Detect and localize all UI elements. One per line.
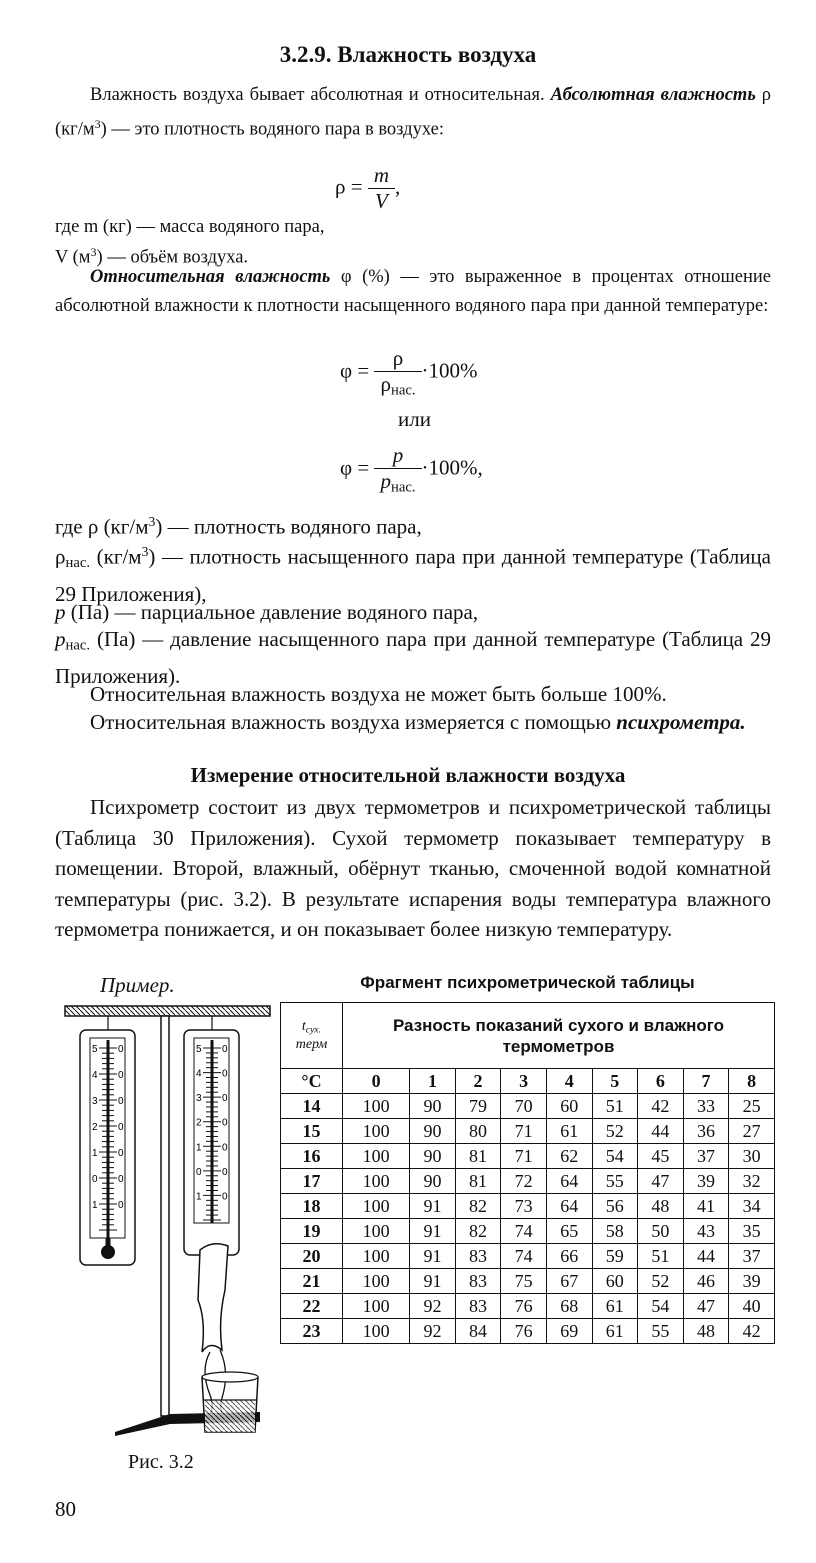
humidity-cell: 75 — [501, 1269, 547, 1294]
humidity-cell: 52 — [638, 1269, 684, 1294]
humidity-cell: 100 — [343, 1094, 410, 1119]
psychrometric-table — [280, 1002, 775, 1344]
humidity-cell: 55 — [592, 1169, 638, 1194]
scale-label: 3 — [92, 1096, 98, 1107]
dry-temp-cell: 21 — [281, 1269, 343, 1294]
humidity-cell: 55 — [638, 1319, 684, 1344]
table-row — [281, 1144, 775, 1169]
dry-temp-cell: 20 — [281, 1244, 343, 1269]
humidity-cell: 74 — [501, 1219, 547, 1244]
dry-temp-cell: 17 — [281, 1169, 343, 1194]
humidity-cell: 100 — [343, 1244, 410, 1269]
scale-label: 0 — [118, 1122, 124, 1133]
table-row — [281, 1194, 775, 1219]
table-row — [281, 1094, 775, 1119]
humidity-cell: 67 — [546, 1269, 592, 1294]
humidity-cell: 91 — [410, 1194, 456, 1219]
humidity-cell: 76 — [501, 1294, 547, 1319]
table-row — [281, 1119, 775, 1144]
humidity-cell: 32 — [729, 1169, 775, 1194]
example-label: Пример. — [100, 973, 175, 997]
humidity-cell: 47 — [638, 1169, 684, 1194]
humidity-cell: 71 — [501, 1144, 547, 1169]
water-glass — [202, 1372, 258, 1432]
humidity-cell: 58 — [592, 1219, 638, 1244]
scale-label: 0 — [118, 1200, 124, 1211]
humidity-cell: 91 — [410, 1219, 456, 1244]
scale-label: 0 — [196, 1166, 202, 1178]
dry-temp-cell: 15 — [281, 1119, 343, 1144]
subsection-title: Измерение относительной влажности воздуха — [190, 763, 626, 787]
humidity-cell: 45 — [638, 1144, 684, 1169]
scale-label: 0 — [92, 1174, 98, 1185]
difference-header: Разность показаний сухого и влажного термометров — [343, 1003, 775, 1069]
scale-label: 3 — [196, 1093, 202, 1105]
humidity-cell: 60 — [546, 1094, 592, 1119]
fraction-p-over-p-sat: $\frac{p}{p_{нас.}}$ — [374, 443, 421, 497]
humidity-cell: 44 — [683, 1244, 729, 1269]
scale-label: 0 — [222, 1044, 228, 1055]
scale-label: 5 — [196, 1044, 202, 1055]
stand-pole — [161, 1016, 169, 1416]
scale-label: 4 — [196, 1068, 202, 1080]
humidity-cell: 73 — [501, 1194, 547, 1219]
humidity-cell: 40 — [729, 1294, 775, 1319]
humidity-cell: 61 — [592, 1294, 638, 1319]
humidity-cell: 47 — [683, 1294, 729, 1319]
humidity-cell: 69 — [546, 1319, 592, 1344]
humidity-cell: 41 — [683, 1194, 729, 1219]
humidity-cell: 64 — [546, 1169, 592, 1194]
where-rho-sat: $\rho_{нас.}$ $(кг/м^3)$ — плотность насыщенного пара при данной температуре (Таблица 29 Приложения), — [55, 544, 771, 606]
humidity-cell: 60 — [592, 1269, 638, 1294]
humidity-cell: 62 — [546, 1144, 592, 1169]
humidity-cell: 74 — [501, 1244, 547, 1269]
humidity-cell: 50 — [638, 1219, 684, 1244]
humidity-cell: 82 — [455, 1219, 501, 1244]
dry-thermometer — [80, 1016, 135, 1265]
humidity-cell: 82 — [455, 1194, 501, 1219]
humidity-cell: 54 — [638, 1294, 684, 1319]
humidity-cell: 100 — [343, 1219, 410, 1244]
humidity-cell: 64 — [546, 1194, 592, 1219]
humidity-cell: 43 — [683, 1219, 729, 1244]
scale-label: 2 — [92, 1122, 98, 1133]
difference-row: °C 0 1 2 3 4 5 6 7 8 — [281, 1069, 775, 1094]
humidity-cell: 100 — [343, 1294, 410, 1319]
where-p-sat: $p_{нас.}$ (Па) — давление насыщенного пара при данной температуре (Таблица 29 Приложения). — [55, 627, 771, 689]
dry-temp-cell: 19 — [281, 1219, 343, 1244]
humidity-cell: 91 — [410, 1244, 456, 1269]
scale-label: 0 — [222, 1093, 228, 1105]
humidity-cell: 92 — [410, 1319, 456, 1344]
intro-paragraph: Влажность воздуха бывает абсолютная и относительная. Абсолютная влажность ρ $(кг/м^3)$ — это плотность водяного пара в воздухе: — [55, 85, 771, 140]
humidity-cell: 100 — [343, 1194, 410, 1219]
humidity-cell: 36 — [683, 1119, 729, 1144]
page-number: 80 — [55, 1497, 76, 1521]
dry-temp-cell: 14 — [281, 1094, 343, 1119]
humidity-cell: 81 — [455, 1144, 501, 1169]
where-volume: V $(м^3)$ — объём воздуха. — [55, 245, 249, 268]
humidity-cell: 51 — [592, 1094, 638, 1119]
humidity-cell: 54 — [592, 1144, 638, 1169]
formula-relative-density: φ = $\frac{\rho}{\rho_{нас.}}$ ·100% — [340, 346, 478, 399]
table-title: Фрагмент психрометрической таблицы — [360, 973, 695, 992]
humidity-cell: 81 — [455, 1169, 501, 1194]
humidity-cell: 33 — [683, 1094, 729, 1119]
table-row — [281, 1244, 775, 1269]
humidity-cell: 90 — [410, 1119, 456, 1144]
formula-relative-pressure: φ = $\frac{p}{p_{нас.}}$ ·100%, — [340, 443, 483, 496]
table-row — [281, 1169, 775, 1194]
or-word: или — [398, 407, 431, 431]
scale-label: 1 — [196, 1191, 202, 1203]
humidity-cell: 100 — [343, 1144, 410, 1169]
max-humidity-note: Относительная влажность воздуха не может быть больше 100%. — [90, 682, 667, 706]
scale-label: 5 — [92, 1044, 98, 1055]
humidity-cell: 61 — [592, 1319, 638, 1344]
humidity-cell: 52 — [592, 1119, 638, 1144]
humidity-cell: 27 — [729, 1119, 775, 1144]
scale-label: 1 — [92, 1200, 98, 1211]
wet-cloth — [198, 1244, 228, 1352]
humidity-cell: 80 — [455, 1119, 501, 1144]
humidity-cell: 100 — [343, 1319, 410, 1344]
dry-temp-cell: 23 — [281, 1319, 343, 1344]
table-row — [281, 1319, 775, 1344]
psychrometer-figure — [60, 1000, 280, 1450]
scale-label: 0 — [222, 1142, 228, 1154]
scale-label: 0 — [118, 1044, 124, 1055]
scale-label: 0 — [222, 1068, 228, 1080]
figure-caption: Рис. 3.2 — [128, 1451, 194, 1473]
table-row — [281, 1219, 775, 1244]
humidity-cell: 100 — [343, 1119, 410, 1144]
where-p: p (Па) — парциальное давление водяного пара, — [55, 600, 479, 624]
humidity-cell: 46 — [683, 1269, 729, 1294]
scale-label: 0 — [222, 1191, 228, 1203]
humidity-cell: 37 — [683, 1144, 729, 1169]
humidity-cell: 39 — [729, 1269, 775, 1294]
scale-label: 2 — [196, 1117, 202, 1129]
humidity-cell: 90 — [410, 1144, 456, 1169]
scale-label: 0 — [118, 1148, 124, 1159]
table-row — [281, 1294, 775, 1319]
humidity-cell: 79 — [455, 1094, 501, 1119]
scale-label: 1 — [196, 1142, 202, 1154]
humidity-cell: 100 — [343, 1269, 410, 1294]
humidity-cell: 83 — [455, 1269, 501, 1294]
humidity-cell: 70 — [501, 1094, 547, 1119]
humidity-cell: 51 — [638, 1244, 684, 1269]
humidity-cell: 30 — [729, 1144, 775, 1169]
humidity-cell: 65 — [546, 1219, 592, 1244]
fraction-m-over-v: $\frac{m}{V}$ — [368, 163, 395, 214]
humidity-cell: 68 — [546, 1294, 592, 1319]
scale-label: 0 — [118, 1070, 124, 1081]
intro-text: Влажность воздуха бывает абсолютная и относительная. — [90, 85, 551, 105]
humidity-cell: 42 — [638, 1094, 684, 1119]
table-row — [281, 1269, 775, 1294]
scale-label: 0 — [118, 1174, 124, 1185]
humidity-cell: 72 — [501, 1169, 547, 1194]
humidity-cell: 48 — [683, 1319, 729, 1344]
humidity-cell: 48 — [638, 1194, 684, 1219]
scale-label: 1 — [92, 1148, 98, 1159]
where-mass: где m (кг) — масса водяного пара, — [55, 217, 325, 237]
humidity-cell: 92 — [410, 1294, 456, 1319]
absolute-humidity-term: Абсолютная влажность — [550, 85, 756, 105]
formula-absolute: ρ = $\frac{m}{V}$ , — [335, 163, 401, 213]
dry-thermometer-bulb — [101, 1245, 115, 1259]
humidity-cell: 35 — [729, 1219, 775, 1244]
humidity-cell: 91 — [410, 1269, 456, 1294]
humidity-cell: 42 — [729, 1319, 775, 1344]
stand-top-bar — [65, 1006, 270, 1016]
psychrometer-term: психрометра. — [616, 710, 746, 734]
humidity-cell: 100 — [343, 1169, 410, 1194]
humidity-cell: 71 — [501, 1119, 547, 1144]
wet-thermometer — [184, 1016, 239, 1420]
humidity-cell: 83 — [455, 1244, 501, 1269]
psychrometer-paragraph: Психрометр состоит из двух термометров и психрометрической таблицы (Таблица 30 Приложения). Сухой термометр показывает температуру в помещении. Второй, влажный, обёрнут тканью, смоченной водой комнатной температуры (рис. 3.2). В результате испарения воды температура влажного термометра понижается, и он показывает более низкую температуру. — [55, 795, 771, 941]
scale-label: 4 — [92, 1070, 98, 1081]
unit-cell: °C — [281, 1069, 343, 1094]
scale-label: 0 — [118, 1096, 124, 1107]
relative-humidity-term: Относительная влажность — [90, 267, 331, 287]
relative-humidity-paragraph: Относительная влажность φ (%) — это выраженное в процентах отношение абсолютной влажности к плотности насыщенного водяного пара при данной температуре: — [55, 267, 771, 316]
humidity-cell: 61 — [546, 1119, 592, 1144]
section-title: 3.2.9. Влажность воздуха — [279, 42, 537, 67]
fraction-rho-over-rho-sat: $\frac{\rho}{\rho_{нас.}}$ — [374, 346, 421, 400]
dry-temp-cell: 22 — [281, 1294, 343, 1319]
humidity-cell: 90 — [410, 1169, 456, 1194]
humidity-cell: 34 — [729, 1194, 775, 1219]
dry-temp-column-header: $t_{сух.}$ терм — [281, 1003, 343, 1069]
humidity-cell: 66 — [546, 1244, 592, 1269]
where-rho: где ρ $(кг/м^3)$ — плотность водяного пара, — [55, 514, 422, 539]
humidity-cell: 25 — [729, 1094, 775, 1119]
measure-note: Относительная влажность воздуха измеряется с помощью психрометра. — [90, 710, 746, 734]
humidity-cell: 44 — [638, 1119, 684, 1144]
dry-temp-cell: 18 — [281, 1194, 343, 1219]
humidity-cell: 37 — [729, 1244, 775, 1269]
humidity-cell: 84 — [455, 1319, 501, 1344]
scale-label: 0 — [222, 1117, 228, 1129]
humidity-cell: 56 — [592, 1194, 638, 1219]
humidity-cell: 83 — [455, 1294, 501, 1319]
scale-label: 0 — [222, 1166, 228, 1178]
humidity-cell: 76 — [501, 1319, 547, 1344]
humidity-cell: 90 — [410, 1094, 456, 1119]
dry-temp-cell: 16 — [281, 1144, 343, 1169]
humidity-cell: 59 — [592, 1244, 638, 1269]
humidity-cell: 39 — [683, 1169, 729, 1194]
